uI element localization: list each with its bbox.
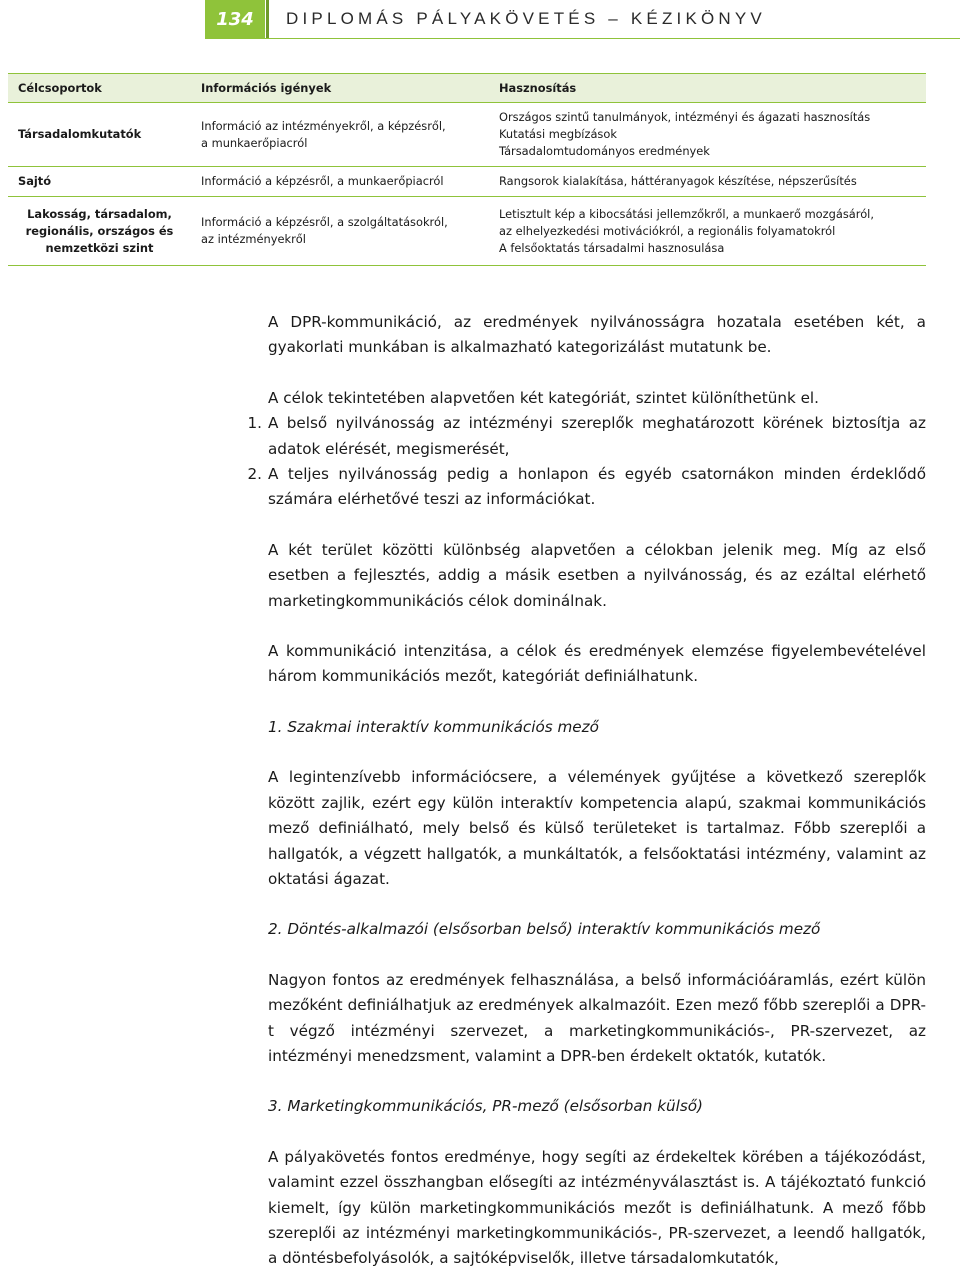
list-text: A belső nyilvánosság az intézményi szereplők meghatározott körének biztosítja az adatok elérését, megismerését,	[268, 414, 926, 458]
body-text	[247, 310, 926, 1272]
paragraph: A pályakövetés fontos eredménye, hogy segíti az érdekeltek körében a tájékozódást, valamint ezzel összhangban elősegíti az intézményválasztást is. A tájékoztató funkció kiemelt, így külön marketingkommunikációs mezőt is definiálhatunk. A mező főbb szereplői az intézményi marketingkommunikációs-, PR-szervezet, a leendő hallgatók, a döntésbefolyásolók, a sajtóképviselők, illetve társadalomkutatók,	[268, 1147, 926, 1268]
cell-line: regionális, országos és	[25, 223, 174, 238]
cell-line: Rangsorok kialakítása, háttéranyagok készítése, népszerűsítés	[499, 174, 857, 188]
section-heading: 1. Szakmai interaktív kommunikációs mező	[268, 717, 599, 736]
section-heading: 2. Döntés-alkalmazói (elsősorban belső) interaktív kommunikációs mező	[268, 920, 821, 939]
paragraph: A legintenzívebb információcsere, a vélemények gyűjtése a következő szereplők között zajlik, ezért egy külön interaktív kompetencia alapú, szakmai kommunikációs mező definiálható, mely belső és külső területeket is tartalmaz. Főbb szereplői a hallgatók, a végzett hallgatók, a munkáltatók, a felsőoktatási intézmény, valamint az oktatási ágazat.	[268, 768, 926, 888]
section-heading: 3. Marketingkommunikációs, PR-mező (elsősorban külső)	[268, 1097, 703, 1116]
page-number: 134	[205, 0, 265, 38]
header-divider	[266, 0, 269, 38]
list-number: 2.	[247, 465, 262, 484]
cell-line: Információ az intézményekről, a képzésről,	[201, 118, 446, 133]
cell-line: Letisztult kép a kibocsátási jellemzőkről, a munkaerő mozgásáról,	[499, 206, 874, 221]
paragraph: A kommunikáció intenzitása, a célok és eredmények elemzése figyelembevételével három kommunikációs mezőt, kategóriát definiálhatunk.	[268, 642, 926, 686]
table-cell-needs	[191, 103, 489, 167]
list-text: A teljes nyilvánosság pedig a honlapon és egyéb csatornákon minden érdeklődő számára elérhetővé teszi az információkat.	[268, 465, 926, 509]
cell-line: az intézményekről	[201, 232, 306, 246]
table-cell-needs	[191, 197, 489, 266]
cell-line: nemzetközi szint	[45, 240, 154, 255]
cell-line: Országos szintű tanulmányok, intézményi és ágazati hasznosítás	[499, 110, 871, 124]
cell-line: az elhelyezkedési motivációkról, a regionális folyamatokról	[499, 223, 836, 238]
table-cell-use	[489, 167, 926, 197]
target-groups-table	[8, 73, 926, 266]
paragraph: A két terület közötti különbség alapvetően a célokban jelenik meg. Míg az első esetben a fejlesztés, addig a másik esetben a nyilvánosság, és az ezáltal elérhető marketingkommunikációs célok dominálnak.	[268, 540, 926, 610]
list-item	[202, 462, 926, 513]
list-number: 1.	[247, 414, 262, 433]
cell-line: A felsőoktatás társadalmi hasznosulása	[499, 240, 725, 255]
table-row	[8, 167, 926, 197]
cell-line: Kutatási megbízások	[499, 127, 617, 141]
table-cell-use	[489, 197, 926, 266]
page-header	[0, 0, 960, 45]
running-title: DIPLOMÁS PÁLYAKÖVETÉS – KÉZIKÖNYV	[286, 9, 766, 28]
numbered-list	[202, 411, 926, 513]
table-row	[8, 197, 926, 266]
table-cell-group: Sajtó	[8, 167, 191, 197]
paragraph: Nagyon fontos az eredmények felhasználása, a belső információáramlás, ezért külön mezőként definiálhatjuk az eredmények alkalmazóit. Ezen mező főbb szereplői a DPR-t végző intézményi szervezet, a marketingkommunikációs-, PR-szervezet, az intézményi menedzsment, valamint a DPR-ben érdekelt oktatók, kutatók.	[268, 970, 926, 1065]
table-cell-use	[489, 103, 926, 167]
column-header: Hasznosítás	[489, 74, 926, 103]
column-header: Információs igények	[191, 74, 489, 103]
column-header: Célcsoportok	[8, 74, 191, 103]
header-rule	[205, 38, 960, 39]
cell-line: Társadalomtudományos eredmények	[499, 144, 710, 158]
cell-line: a munkaerőpiacról	[201, 135, 308, 150]
table-header-row	[8, 74, 926, 103]
paragraph: A célok tekintetében alapvetően két kategóriát, szintet különíthetünk el.	[268, 388, 819, 407]
paragraph: A DPR-kommunikáció, az eredmények nyilvánosságra hozatala esetében két, a gyakorlati munkában is alkalmazható kategorizálást mutatunk be.	[268, 313, 926, 357]
cell-line: Információ a képzésről, a szolgáltatásokról,	[201, 215, 448, 229]
table-cell-needs	[191, 167, 489, 197]
cell-line: Információ a képzésről, a munkaerőpiacról	[201, 174, 444, 188]
cell-line: Lakosság, társadalom,	[27, 206, 172, 221]
table-row	[8, 103, 926, 167]
table-cell-group	[8, 197, 191, 266]
list-item	[202, 411, 926, 462]
table-cell-group: Társadalomkutatók	[8, 103, 191, 167]
